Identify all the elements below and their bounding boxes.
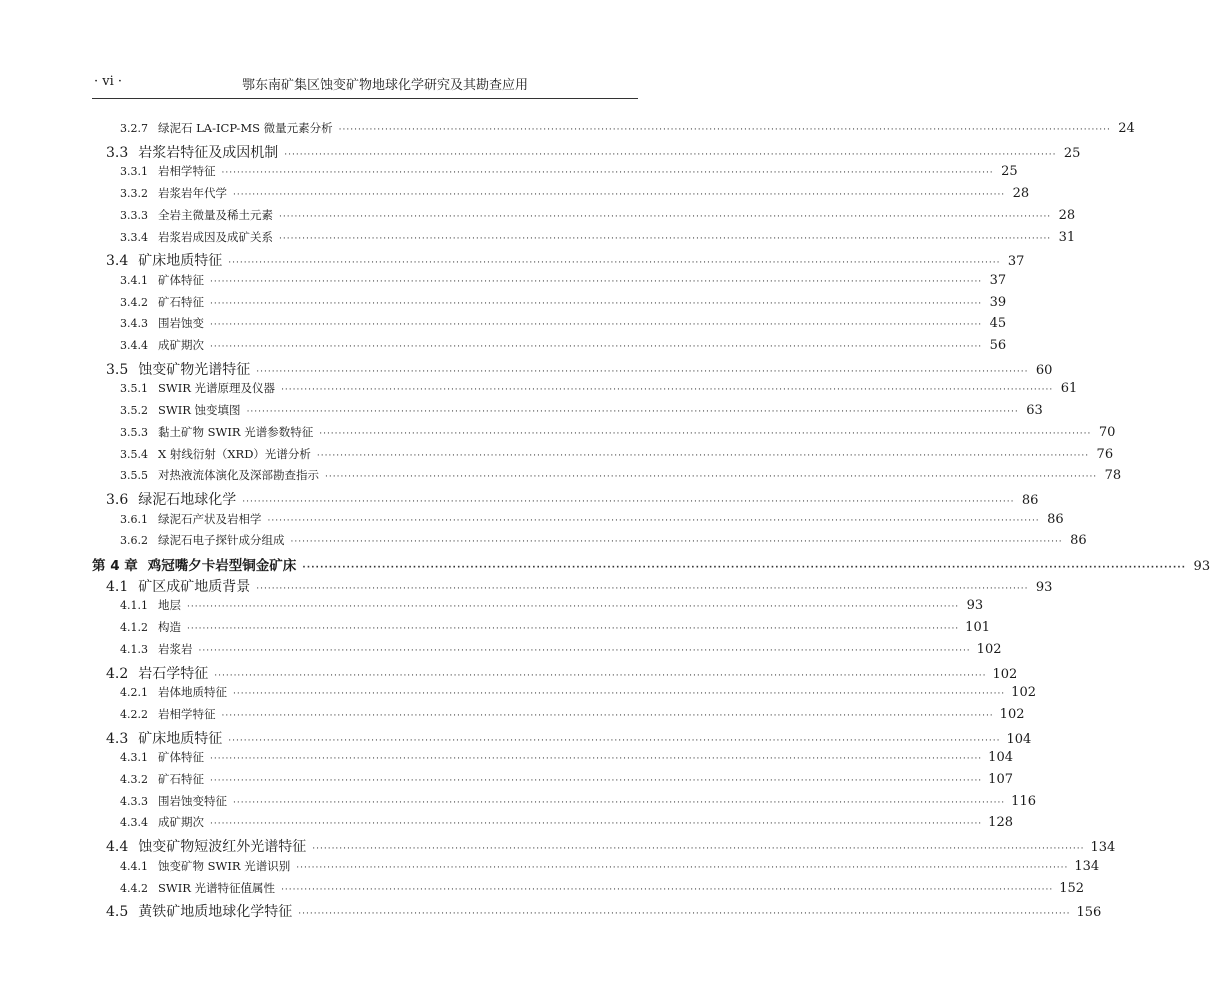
toc-entry[interactable]: [106, 663, 1018, 683]
toc-chapter-entry[interactable]: [92, 554, 1210, 574]
toc-entry-number: 3.4: [106, 253, 129, 270]
toc-entry[interactable]: [120, 229, 1076, 245]
leader-dots: ········································································································································································································: [319, 428, 1092, 439]
leader-dots: ········································································································································································································: [210, 320, 983, 331]
toc-entry-title: 岩浆岩成因及成矿关系: [158, 229, 273, 244]
toc-entry-number: 3.4.2: [120, 295, 148, 309]
toc-entry[interactable]: [106, 142, 1081, 162]
leader-dots: ········································································································································································································: [267, 515, 1040, 526]
toc-entry-page: 25: [1063, 145, 1081, 161]
leader-dots: ········································································································································································································: [187, 624, 960, 635]
toc-entry-page: 60: [1035, 362, 1053, 378]
leader-dots: ········································································································································································································: [210, 298, 983, 309]
leader-dots: ········································································································································································································: [256, 583, 1029, 594]
toc-entry-page: 102: [1011, 685, 1036, 701]
toc-entry-page: 102: [992, 666, 1018, 682]
page-number: · vi ·: [94, 74, 123, 89]
toc-entry[interactable]: [120, 771, 1013, 787]
toc-entry-title: 岩相学特征: [158, 706, 216, 721]
toc-entry[interactable]: [120, 880, 1085, 896]
toc-entry-title: 围岩蚀变: [158, 316, 204, 331]
toc-entry[interactable]: [106, 836, 1116, 856]
book-title: 鄂东南矿集区蚀变矿物地球化学研究及其勘查应用: [241, 78, 528, 93]
toc-entry[interactable]: [120, 337, 1007, 353]
toc-entry[interactable]: [120, 424, 1116, 440]
toc-entry-page: 128: [988, 815, 1013, 831]
toc-entry-title: 岩浆岩: [158, 641, 193, 656]
leader-dots: ········································································································································································································: [233, 689, 1006, 700]
toc-entry-number: 4.1.3: [120, 642, 148, 656]
toc-entry-title: 成矿期次: [158, 815, 204, 830]
toc-entry-page: 93: [1193, 559, 1210, 574]
toc-entry-title: 矿体特征: [158, 750, 204, 765]
toc-entry[interactable]: [106, 576, 1053, 596]
toc-entry-page: 76: [1096, 446, 1114, 462]
toc-entry-number: 3.3.4: [120, 230, 148, 244]
toc-entry-number: 3.4.4: [120, 339, 148, 352]
toc-entry-page: 86: [1021, 492, 1039, 508]
leader-dots: ········································································································································································································: [279, 233, 1052, 244]
toc-entry-title: SWIR 光谱原理及仪器: [158, 381, 276, 396]
toc-entry-page: 78: [1104, 468, 1122, 484]
leader-dots: ········································································································································································································: [198, 645, 971, 656]
toc-entry-title: 黏土矿物 SWIR 光谱参数特征: [158, 424, 314, 439]
toc-entry[interactable]: [106, 359, 1053, 379]
toc-entry-number: 3.3: [106, 144, 129, 161]
toc-entry-title: SWIR 光谱特征值属性: [158, 880, 276, 895]
toc-entry-page: 63: [1026, 403, 1043, 419]
toc-entry-page: 93: [966, 598, 984, 614]
leader-dots: ········································································································································································································: [302, 563, 1187, 573]
toc-entry-page: 102: [976, 641, 1002, 657]
leader-dots: ········································································································································································································: [256, 366, 1029, 377]
toc-entry[interactable]: [120, 619, 990, 636]
leader-dots: ········································································································································································································: [316, 450, 1090, 461]
toc-entry-page: 86: [1070, 533, 1087, 549]
leader-dots: ········································································································································································································: [281, 884, 1054, 895]
toc-entry-page: 24: [1118, 121, 1135, 136]
toc-entry-number: 4.1.1: [120, 599, 148, 613]
toc-entry[interactable]: [120, 641, 1002, 657]
toc-entry-title: X 射线衍射（XRD）光谱分析: [158, 446, 311, 461]
toc-entry-title: 矿石特征: [158, 294, 204, 309]
toc-entry-page: 56: [989, 338, 1007, 353]
toc-entry-number: 4.2.1: [120, 686, 148, 700]
toc-entry-number: 3.5.1: [120, 382, 148, 396]
leader-dots: ········································································································································································································: [210, 276, 983, 287]
leader-dots: ········································································································································································································: [221, 710, 994, 721]
toc-entry-title: 岩相学特征: [158, 164, 216, 179]
toc-entry-page: 116: [1011, 793, 1036, 809]
toc-entry[interactable]: [120, 294, 1007, 310]
running-header: [92, 70, 638, 99]
toc-entry[interactable]: [120, 532, 1087, 549]
toc-entry-title: 绿泥石地球化学: [138, 491, 237, 508]
toc-entry-page: 107: [988, 772, 1013, 787]
toc-entry[interactable]: [120, 858, 1100, 874]
leader-dots: ········································································································································································································: [210, 819, 983, 830]
toc-entry-number: 4.2.2: [120, 707, 148, 721]
toc-entry-number: 3.2.7: [120, 122, 148, 135]
toc-entry-title: 全岩主微量及稀土元素: [158, 207, 273, 222]
toc-entry[interactable]: [120, 446, 1114, 462]
toc-entry[interactable]: [120, 402, 1043, 419]
toc-entry[interactable]: [120, 315, 1007, 332]
leader-dots: ········································································································································································································: [290, 537, 1063, 548]
leader-dots: ········································································································································································································: [221, 168, 994, 179]
toc-entry-page: 101: [965, 620, 990, 636]
toc-entry-page: 28: [1058, 207, 1076, 223]
toc-entry-page: 70: [1098, 424, 1116, 440]
toc-entry-number: 3.4.3: [120, 317, 148, 331]
toc-entry-title: 岩浆岩年代学: [158, 186, 227, 201]
toc-entry[interactable]: [120, 597, 984, 614]
toc-entry[interactable]: [120, 185, 1030, 202]
toc-entry-number: 3.5.4: [120, 447, 148, 461]
toc-entry-page: 134: [1090, 840, 1116, 856]
toc-entry-number: 第 4 章: [92, 558, 138, 574]
toc-entry-number: 4.3.3: [120, 794, 148, 808]
toc-entry-title: 围岩蚀变特征: [158, 793, 227, 808]
toc-entry-title: 蚀变矿物 SWIR 光谱识别: [158, 858, 291, 873]
toc-entry[interactable]: [120, 793, 1036, 809]
toc-entry[interactable]: [120, 749, 1013, 766]
toc-entry-title: 构造: [158, 620, 181, 635]
toc-entry-page: 134: [1074, 858, 1100, 874]
leader-dots: ········································································································································································································: [298, 909, 1071, 920]
leader-dots: ········································································································································································································: [296, 862, 1069, 873]
toc-entry-title: 蚀变矿物短波红外光谱特征: [138, 839, 307, 856]
toc-entry-number: 4.3.2: [120, 773, 148, 786]
toc-entry-page: 102: [999, 706, 1025, 722]
toc-entry-title: SWIR 蚀变填图: [158, 403, 241, 418]
toc-entry[interactable]: [120, 380, 1078, 397]
toc-entry-number: 3.3.2: [120, 187, 148, 201]
toc-entry-number: 3.3.1: [120, 165, 148, 179]
toc-entry-page: 86: [1047, 511, 1064, 527]
leader-dots: ········································································································································································································: [228, 735, 1001, 746]
leader-dots: ········································································································································································································: [279, 211, 1052, 222]
toc-entry-page: 104: [988, 750, 1013, 766]
toc-entry-title: 矿床地质特征: [138, 253, 223, 270]
toc-entry-number: 4.4.2: [120, 881, 148, 895]
toc-entry-title: 蚀变矿物光谱特征: [138, 361, 251, 378]
toc-entry-page: 39: [989, 294, 1007, 310]
toc-entry-number: 3.6.2: [120, 534, 148, 548]
leader-dots: ········································································································································································································: [242, 496, 1015, 507]
leader-dots: ········································································································································································································: [246, 407, 1019, 418]
toc-entry-page: 25: [1001, 164, 1018, 180]
toc-entry-title: 地层: [158, 598, 181, 613]
toc-entry-number: 3.6: [106, 491, 129, 508]
toc-entry[interactable]: [120, 814, 1013, 831]
leader-dots: ········································································································································································································: [338, 125, 1111, 135]
toc-entry-title: 成矿期次: [158, 338, 204, 352]
toc-entry[interactable]: [106, 489, 1039, 509]
toc-entry[interactable]: [120, 467, 1122, 484]
toc-entry[interactable]: [106, 250, 1025, 270]
toc-entry-number: 4.3: [106, 730, 129, 747]
toc-entry[interactable]: [120, 684, 1036, 701]
toc-entry[interactable]: [120, 207, 1076, 223]
leader-dots: ········································································································································································································: [233, 190, 1006, 201]
toc-entry[interactable]: [120, 272, 1007, 288]
leader-dots: ········································································································································································································: [210, 342, 983, 352]
leader-dots: ········································································································································································································: [284, 149, 1057, 160]
toc-entry-number: 3.5.5: [120, 469, 148, 483]
toc-entry-number: 4.4.1: [120, 859, 148, 873]
toc-entry[interactable]: [120, 163, 1018, 180]
toc-entry-title: 绿泥石电子探针成分组成: [158, 533, 285, 548]
toc-entry[interactable]: [106, 901, 1102, 921]
toc-entry-number: 4.1: [106, 578, 129, 595]
toc-entry-page: 31: [1058, 229, 1076, 245]
leader-dots: ········································································································································································································: [325, 472, 1098, 483]
toc-entry-title: 对热液流体演化及深部勘查指示: [158, 468, 319, 483]
toc-entry-title: 矿体特征: [158, 272, 204, 287]
toc-entry[interactable]: [120, 706, 1025, 722]
toc-entry-page: 61: [1060, 381, 1078, 397]
toc-entry-number: 4.3.1: [120, 751, 148, 765]
toc-entry[interactable]: [120, 511, 1064, 527]
leader-dots: ········································································································································································································: [214, 670, 987, 681]
toc-entry-page: 104: [1006, 731, 1032, 747]
toc-entry-number: 3.5.3: [120, 425, 148, 439]
toc-entry-title: 鸡冠嘴夕卡岩型铜金矿床: [147, 558, 297, 574]
toc-entry-title: 矿床地质特征: [138, 730, 223, 747]
toc-entry-number: 4.1.2: [120, 621, 148, 635]
toc-entry-title: 岩体地质特征: [158, 685, 227, 700]
leader-dots: ········································································································································································································: [233, 797, 1006, 808]
toc-entry-page: 152: [1059, 880, 1085, 896]
leader-dots: ········································································································································································································: [210, 754, 983, 765]
toc-entry-title: 黄铁矿地质地球化学特征: [138, 904, 293, 921]
toc-entry-page: 45: [989, 316, 1007, 332]
toc-entry-page: 93: [1035, 579, 1053, 595]
toc-entry[interactable]: [120, 120, 1135, 136]
toc-entry-title: 绿泥石 LA-ICP-MS 微量元素分析: [158, 121, 333, 135]
toc-entry-number: 3.5: [106, 361, 129, 378]
toc-entry-number: 3.5.2: [120, 404, 148, 418]
toc-entry-title: 岩石学特征: [138, 665, 209, 682]
toc-entry-page: 37: [1007, 254, 1025, 270]
toc-entry-page: 37: [989, 272, 1007, 288]
toc-entry-page: 28: [1012, 186, 1030, 202]
toc-entry-title: 岩浆岩特征及成因机制: [138, 144, 279, 161]
toc-entry-page: 156: [1076, 905, 1102, 921]
leader-dots: ········································································································································································································: [187, 602, 960, 613]
toc-entry-number: 4.3.4: [120, 816, 148, 830]
toc-entry-number: 4.5: [106, 904, 129, 921]
leader-dots: ········································································································································································································: [281, 385, 1054, 396]
toc-entry-number: 4.2: [106, 665, 129, 682]
toc-entry-number: 3.6.1: [120, 512, 148, 526]
toc-entry-number: 3.3.3: [120, 208, 148, 222]
toc-entry-number: 4.4: [106, 839, 129, 856]
toc-entry-title: 矿石特征: [158, 772, 204, 786]
leader-dots: ········································································································································································································: [210, 776, 983, 786]
toc-entry-number: 3.4.1: [120, 273, 148, 287]
leader-dots: ········································································································································································································: [228, 258, 1001, 269]
leader-dots: ········································································································································································································: [312, 844, 1085, 855]
toc-entry[interactable]: [106, 728, 1032, 748]
toc-entry-title: 绿泥石产状及岩相学: [158, 511, 262, 526]
toc-entry-title: 矿区成矿地质背景: [138, 578, 251, 595]
